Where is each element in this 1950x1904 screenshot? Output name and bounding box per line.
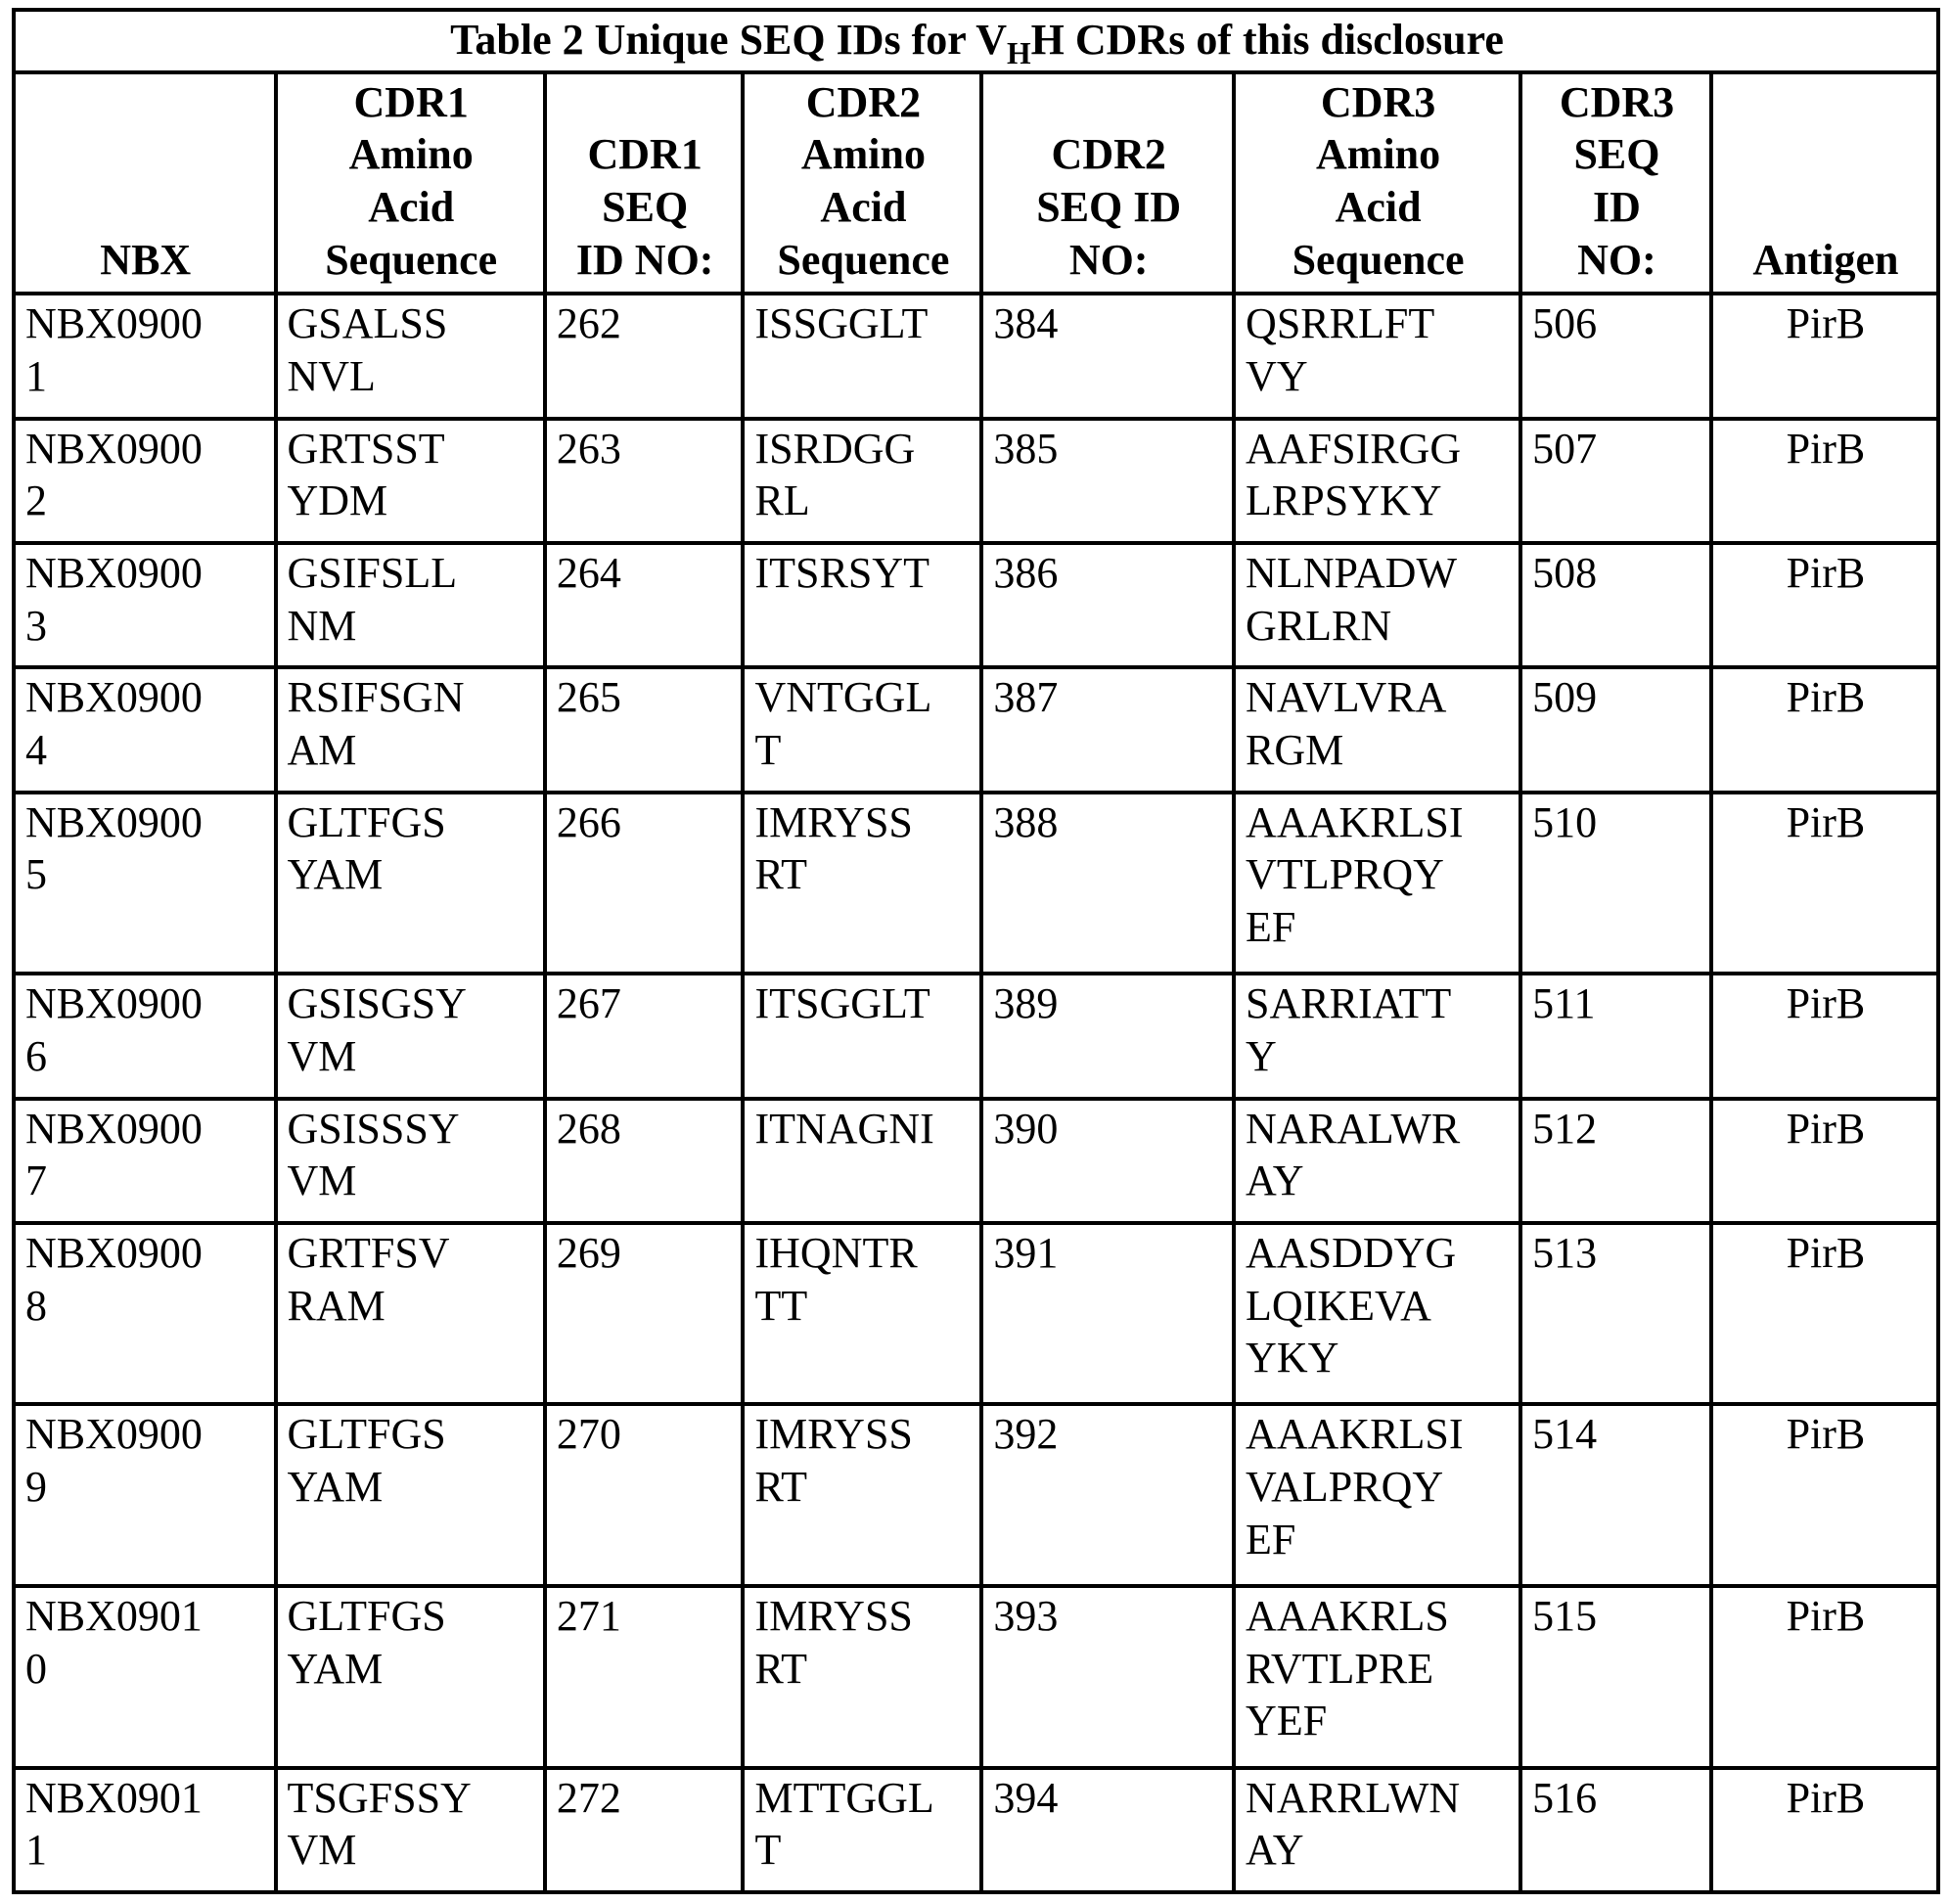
cell-antigen: PirB <box>1711 793 1938 975</box>
cell-cdr2-seq-id: 392 <box>981 1404 1234 1586</box>
table-row <box>14 543 1938 667</box>
cell-cdr3-seq-id: 513 <box>1520 1223 1711 1405</box>
cell-nbx: NBX0900 8 <box>14 1223 276 1405</box>
cell-antigen: PirB <box>1711 974 1938 1098</box>
header-cdr3-aa-sequence: CDR3 Amino Acid Sequence <box>1234 72 1520 295</box>
cell-nbx: NBX0900 4 <box>14 667 276 792</box>
cell-cdr1-seq-id: 265 <box>545 667 744 792</box>
cell-cdr2-aa-sequence: ISRDGG RL <box>743 419 981 543</box>
cell-nbx: NBX0901 0 <box>14 1586 276 1768</box>
cell-nbx: NBX0900 1 <box>14 294 276 418</box>
cell-cdr1-seq-id: 263 <box>545 419 744 543</box>
cell-antigen: PirB <box>1711 543 1938 667</box>
table-row <box>14 1223 1938 1405</box>
cell-cdr3-seq-id: 510 <box>1520 793 1711 975</box>
cell-cdr1-aa-sequence: GSISSSY VM <box>276 1099 545 1223</box>
table-title-suffix: H CDRs of this disclosure <box>1030 16 1504 64</box>
cell-cdr2-aa-sequence: ITNAGNI <box>743 1099 981 1223</box>
cell-cdr3-seq-id: 507 <box>1520 419 1711 543</box>
cell-cdr3-aa-sequence: AAFSIRGG LRPSYKY <box>1234 419 1520 543</box>
cell-cdr2-aa-sequence: VNTGGL T <box>743 667 981 792</box>
cell-cdr1-seq-id: 264 <box>545 543 744 667</box>
cell-cdr1-aa-sequence: GLTFGS YAM <box>276 1586 545 1768</box>
cell-cdr1-aa-sequence: RSIFSGN AM <box>276 667 545 792</box>
cell-cdr3-aa-sequence: NARALWR AY <box>1234 1099 1520 1223</box>
cell-cdr3-seq-id: 506 <box>1520 294 1711 418</box>
cell-antigen: PirB <box>1711 294 1938 418</box>
cell-cdr1-aa-sequence: GSALSS NVL <box>276 294 545 418</box>
cell-cdr2-aa-sequence: IHQNTR TT <box>743 1223 981 1405</box>
cell-cdr2-seq-id: 386 <box>981 543 1234 667</box>
cell-cdr2-aa-sequence: IMRYSS RT <box>743 1404 981 1586</box>
cell-cdr2-aa-sequence: IMRYSS RT <box>743 793 981 975</box>
table-row <box>14 419 1938 543</box>
header-cdr1-aa-sequence: CDR1 Amino Acid Sequence <box>276 72 545 295</box>
cell-nbx: NBX0900 5 <box>14 793 276 975</box>
cell-cdr2-aa-sequence: ITSRSYT <box>743 543 981 667</box>
cell-cdr1-seq-id: 270 <box>545 1404 744 1586</box>
cell-cdr3-aa-sequence: NLNPADW GRLRN <box>1234 543 1520 667</box>
header-antigen: Antigen <box>1711 72 1938 295</box>
cell-cdr3-seq-id: 515 <box>1520 1586 1711 1768</box>
cell-cdr3-aa-sequence: AAAKRLSI VALPRQY EF <box>1234 1404 1520 1586</box>
cell-cdr3-aa-sequence: QSRRLFT VY <box>1234 294 1520 418</box>
cell-cdr2-aa-sequence: ITSGGLT <box>743 974 981 1098</box>
cell-cdr2-seq-id: 384 <box>981 294 1234 418</box>
cell-cdr3-aa-sequence: NARRLWN AY <box>1234 1768 1520 1892</box>
table-row <box>14 1099 1938 1223</box>
cell-cdr1-aa-sequence: GRTFSV RAM <box>276 1223 545 1405</box>
cell-antigen: PirB <box>1711 1768 1938 1892</box>
cell-cdr1-seq-id: 271 <box>545 1586 744 1768</box>
table-body <box>14 294 1938 1892</box>
cell-cdr3-aa-sequence: AAAKRLSI VTLPRQY EF <box>1234 793 1520 975</box>
cell-cdr2-seq-id: 394 <box>981 1768 1234 1892</box>
table-title-subscript: H <box>1007 35 1031 70</box>
cell-cdr3-seq-id: 512 <box>1520 1099 1711 1223</box>
cell-cdr3-aa-sequence: NAVLVRA RGM <box>1234 667 1520 792</box>
header-cdr2-aa-sequence: CDR2 Amino Acid Sequence <box>743 72 981 295</box>
cell-cdr1-aa-sequence: GRTSST YDM <box>276 419 545 543</box>
header-cdr2-seq-id: CDR2 SEQ ID NO: <box>981 72 1234 295</box>
cell-nbx: NBX0900 9 <box>14 1404 276 1586</box>
cell-cdr2-seq-id: 385 <box>981 419 1234 543</box>
title-row <box>14 10 1938 72</box>
cell-cdr3-aa-sequence: AASDDYG LQIKEVA YKY <box>1234 1223 1520 1405</box>
cell-cdr3-seq-id: 509 <box>1520 667 1711 792</box>
cell-cdr1-aa-sequence: TSGFSSY VM <box>276 1768 545 1892</box>
cell-cdr1-seq-id: 272 <box>545 1768 744 1892</box>
cell-cdr2-aa-sequence: IMRYSS RT <box>743 1586 981 1768</box>
table-row <box>14 1404 1938 1586</box>
table-row <box>14 1768 1938 1892</box>
cell-cdr1-seq-id: 266 <box>545 793 744 975</box>
table-row <box>14 667 1938 792</box>
cell-cdr2-seq-id: 391 <box>981 1223 1234 1405</box>
table-header <box>14 10 1938 294</box>
cell-cdr2-aa-sequence: MTTGGL T <box>743 1768 981 1892</box>
cell-cdr2-seq-id: 390 <box>981 1099 1234 1223</box>
cell-cdr2-seq-id: 389 <box>981 974 1234 1098</box>
cell-antigen: PirB <box>1711 1586 1938 1768</box>
cell-cdr3-seq-id: 508 <box>1520 543 1711 667</box>
column-header-row <box>14 72 1938 295</box>
cell-cdr1-seq-id: 262 <box>545 294 744 418</box>
cell-cdr2-seq-id: 393 <box>981 1586 1234 1768</box>
seq-id-table <box>12 8 1940 1894</box>
cell-cdr1-aa-sequence: GSISGSY VM <box>276 974 545 1098</box>
cell-cdr2-seq-id: 388 <box>981 793 1234 975</box>
cell-nbx: NBX0900 7 <box>14 1099 276 1223</box>
cell-nbx: NBX0900 3 <box>14 543 276 667</box>
cell-cdr2-seq-id: 387 <box>981 667 1234 792</box>
cell-antigen: PirB <box>1711 419 1938 543</box>
cell-cdr3-aa-sequence: SARRIATT Y <box>1234 974 1520 1098</box>
cell-antigen: PirB <box>1711 667 1938 792</box>
cell-cdr1-aa-sequence: GSIFSLL NM <box>276 543 545 667</box>
table-row <box>14 294 1938 418</box>
table-row <box>14 793 1938 975</box>
table-title <box>14 10 1938 72</box>
table-row <box>14 1586 1938 1768</box>
cell-cdr3-seq-id: 514 <box>1520 1404 1711 1586</box>
cell-nbx: NBX0901 1 <box>14 1768 276 1892</box>
cell-cdr1-aa-sequence: GLTFGS YAM <box>276 1404 545 1586</box>
cell-antigen: PirB <box>1711 1404 1938 1586</box>
cell-nbx: NBX0900 2 <box>14 419 276 543</box>
cell-cdr1-seq-id: 268 <box>545 1099 744 1223</box>
header-cdr3-seq-id: CDR3 SEQ ID NO: <box>1520 72 1711 295</box>
header-nbx: NBX <box>14 72 276 295</box>
cell-cdr3-seq-id: 511 <box>1520 974 1711 1098</box>
cell-cdr3-aa-sequence: AAAKRLS RVTLPRE YEF <box>1234 1586 1520 1768</box>
table-title-prefix: Table 2 Unique SEQ IDs for V <box>450 16 1008 64</box>
header-cdr1-seq-id: CDR1 SEQ ID NO: <box>545 72 744 295</box>
cell-cdr1-seq-id: 269 <box>545 1223 744 1405</box>
cell-antigen: PirB <box>1711 1099 1938 1223</box>
cell-nbx: NBX0900 6 <box>14 974 276 1098</box>
cell-cdr1-seq-id: 267 <box>545 974 744 1098</box>
table-row <box>14 974 1938 1098</box>
cell-cdr2-aa-sequence: ISSGGLT <box>743 294 981 418</box>
cell-cdr1-aa-sequence: GLTFGS YAM <box>276 793 545 975</box>
cell-cdr3-seq-id: 516 <box>1520 1768 1711 1892</box>
cell-antigen: PirB <box>1711 1223 1938 1405</box>
